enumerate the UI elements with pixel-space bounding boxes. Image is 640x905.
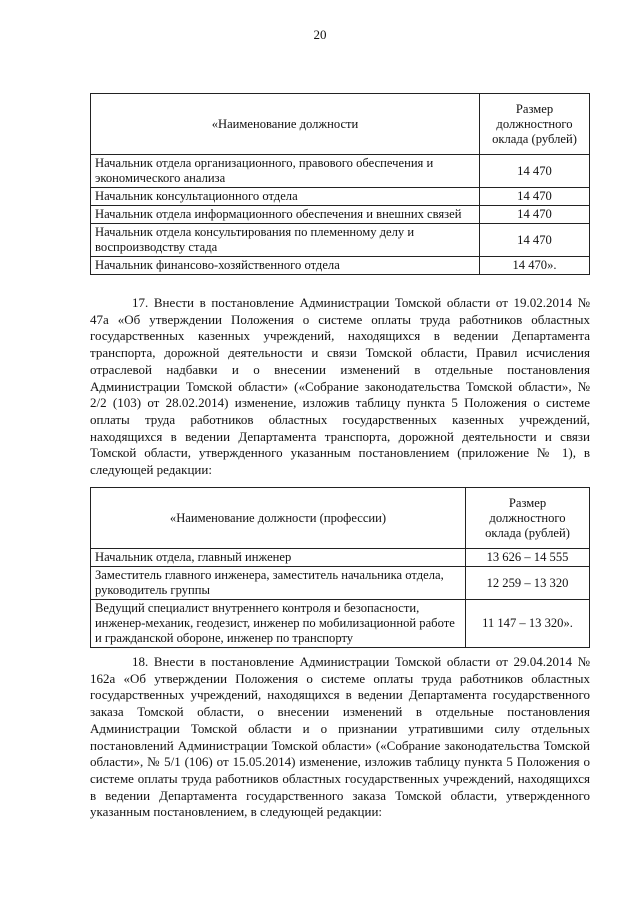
table-row: [91, 600, 590, 648]
position-name: Начальник отдела организационного, правового обеспечения и экономического анализа: [91, 155, 480, 188]
salary-value: 12 259 – 13 320: [466, 567, 590, 600]
table-row: [91, 567, 590, 600]
salary-value: 14 470: [480, 188, 590, 206]
salary-value: 14 470».: [480, 257, 590, 275]
table-row: [91, 224, 590, 257]
position-name: Начальник финансово-хозяйственного отдела: [91, 257, 480, 275]
header-position-name: «Наименование должности: [91, 94, 480, 155]
position-name: Ведущий специалист внутреннего контроля и безопасности, инженер-механик, геодезист, инженер по мобилизационной работе и гражданской обороне, инженер по транспорту: [91, 600, 466, 648]
position-name: Начальник консультационного отдела: [91, 188, 480, 206]
salary-value: 13 626 – 14 555: [466, 549, 590, 567]
salary-table-1: [90, 93, 590, 275]
header-salary: Размер должностного оклада (рублей): [480, 94, 590, 155]
paragraph-18: 18. Внести в постановление Администрации Томской области от 29.04.2014 № 162а «Об утверждении Положения о системе оплаты труда работников областных государственных учреждений, находящихся в ведении Департамента государственного заказа Томской области, о внесении изменений в отдельные постановления Администрации Томской области и о признании утратившими силу отдельных постановлений Администрации Томской области» («Собрание законодательства Томской области», № 5/1 (106) от 15.05.2014) изменение, изложив таблицу пункта 5 Положения о системе оплаты труда работников областных государственных учреждений, находящихся в ведении Департамента государственного заказа Томской области, утвержденного указанным постановлением, в следующей редакции:: [90, 654, 590, 820]
table-row: [91, 206, 590, 224]
position-name: Начальник отдела консультирования по племенному делу и воспроизводству стада: [91, 224, 480, 257]
page-number: 20: [313, 27, 327, 42]
paragraph-17: 17. Внести в постановление Администрации Томской области от 19.02.2014 № 47а «Об утверждении Положения о системе оплаты труда работников областных государственных казенных учреждений, находящихся в ведении Департамента транспорта, дорожной деятельности и связи Томской области, Правил исчисления отраслевой надбавки и о внесении изменений в отдельные постановления Администрации Томской области» («Собрание законодательства Томской области», № 2/2 (103) от 28.02.2014) изменение, изложив таблицу пункта 5 Положения о системе оплаты труда работников областных государственных казенных учреждений, находящихся в ведении Департамента транспорта, дорожной деятельности и связи Томской области, утвержденного указанным постановлением (приложение № 1), в следующей редакции:: [90, 295, 590, 478]
position-name: Начальник отдела информационного обеспечения и внешних связей: [91, 206, 480, 224]
salary-value: 14 470: [480, 155, 590, 188]
salary-table-2: [90, 487, 590, 648]
position-name: Начальник отдела, главный инженер: [91, 549, 466, 567]
header-salary: Размер должностного оклада (рублей): [466, 488, 590, 549]
salary-value: 14 470: [480, 224, 590, 257]
position-name: Заместитель главного инженера, заместитель начальника отдела, руководитель группы: [91, 567, 466, 600]
table-header-row: [91, 94, 590, 155]
table-row: [91, 549, 590, 567]
salary-value: 11 147 – 13 320».: [466, 600, 590, 648]
salary-value: 14 470: [480, 206, 590, 224]
table-header-row: [91, 488, 590, 549]
table-row: [91, 257, 590, 275]
header-position-name: «Наименование должности (профессии): [91, 488, 466, 549]
table-row: [91, 188, 590, 206]
table-row: [91, 155, 590, 188]
